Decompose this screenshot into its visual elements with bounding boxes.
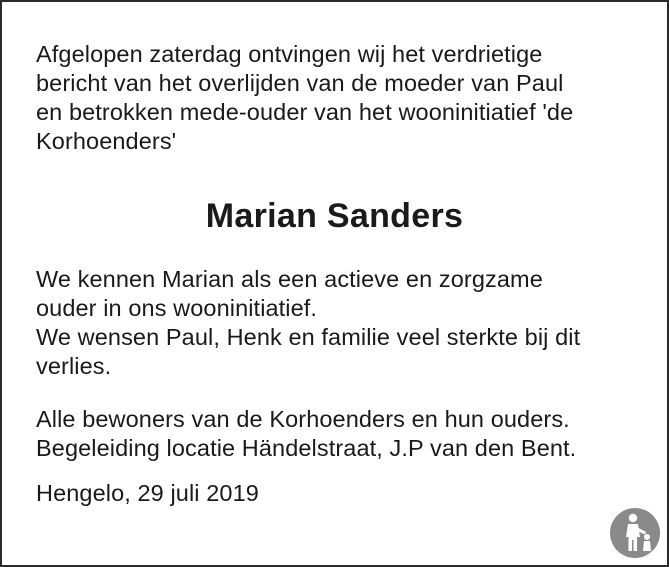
condolence-line: verlies. — [36, 353, 112, 379]
signature-paragraph — [36, 405, 647, 463]
condolence-line: We kennen Marian als een actieve en zorgzame — [36, 266, 543, 292]
intro-line: Korhoenders' — [36, 128, 177, 154]
intro-paragraph — [36, 40, 647, 156]
signature-line: Alle bewoners van de Korhoenders en hun ouders. — [36, 406, 570, 432]
figure-head — [629, 514, 637, 522]
condolence-line: ouder in ons wooninitiatief. — [36, 295, 318, 321]
child-body — [643, 541, 651, 551]
condolence-line: We wensen Paul, Henk en familie veel sterkte bij dit — [36, 324, 581, 350]
child-head — [644, 534, 650, 540]
memorial-figures-icon — [609, 507, 661, 559]
place-date: Hengelo, 29 juli 2019 — [36, 480, 259, 506]
signature-line: Begeleiding locatie Händelstraat, J.P van den Bent. — [36, 435, 577, 461]
condolence-paragraph — [36, 265, 647, 381]
intro-line: Afgelopen zaterdag ontvingen wij het verdrietige — [36, 41, 543, 67]
intro-line: en betrokken mede-ouder van het wooninitiatief 'de — [36, 99, 574, 125]
intro-line: bericht van het overlijden van de moeder van Paul — [36, 70, 564, 96]
deceased-name: Marian Sanders — [205, 197, 464, 235]
